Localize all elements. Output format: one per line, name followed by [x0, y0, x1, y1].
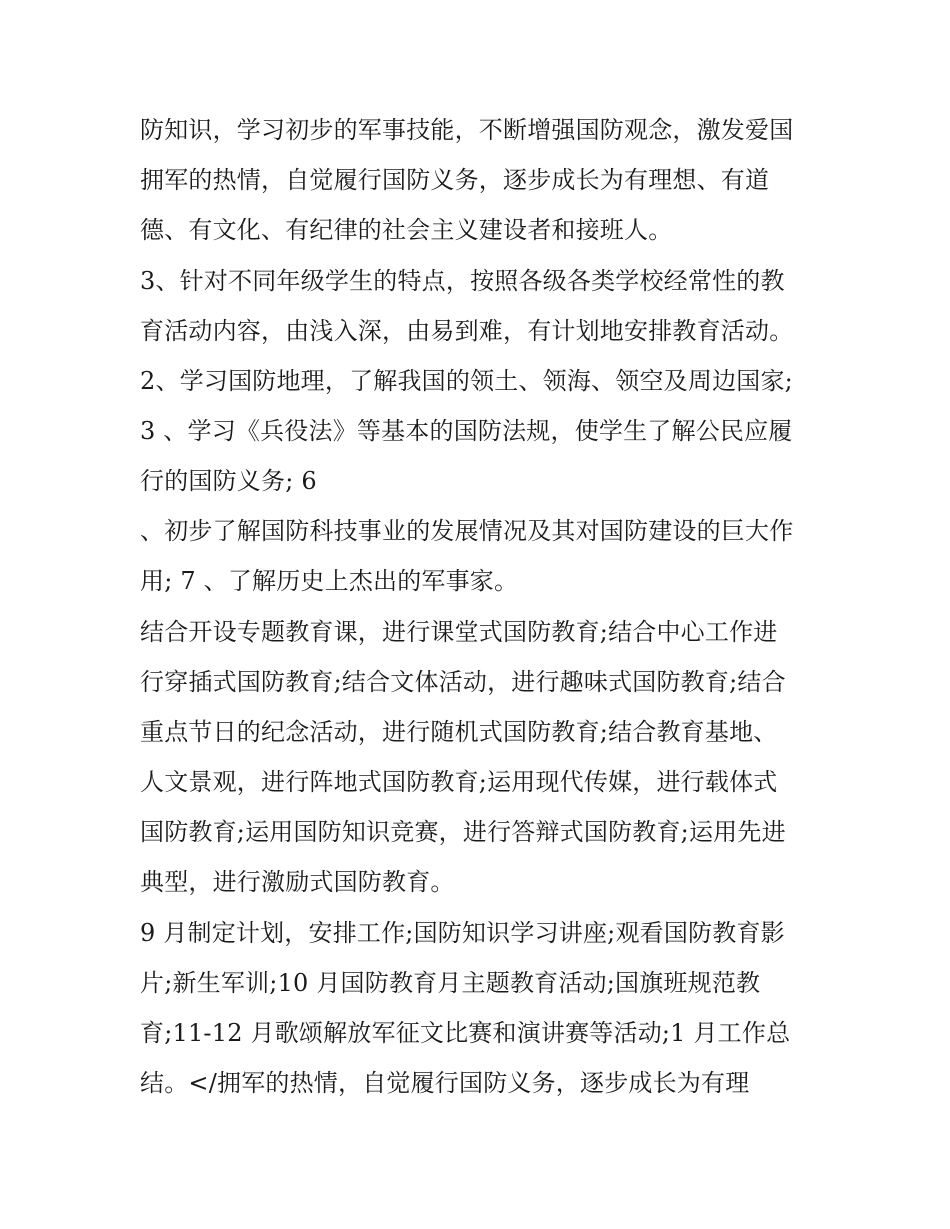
text-line: 3、针对不同年级学生的特点，按照各级各类学校经常性的教	[140, 267, 785, 295]
text-line: 拥军的热情，自觉履行国防义务，逐步成长为有理想、有道	[140, 166, 770, 194]
text-line: 结。</拥军的热情，自觉履行国防义务，逐步成长为有理	[140, 1069, 750, 1097]
text-line: 行穿插式国防教育;结合文体活动，进行趣味式国防教育;结合	[140, 668, 786, 696]
text-line: 育;11-12 月歌颂解放军征文比赛和演讲赛等活动;1 月工作总	[140, 1019, 791, 1047]
text-line: 结合开设专题教育课，进行课堂式国防教育;结合中心工作进	[140, 618, 778, 646]
text-line: 人文景观，进行阵地式国防教育;运用现代传媒，进行载体式	[140, 768, 778, 796]
text-line: 育活动内容，由浅入深，由易到难，有计划地安排教育活动。	[140, 317, 794, 345]
text-line: 9 月制定计划，安排工作;国防知识学习讲座;观看国防教育影	[140, 919, 785, 947]
text-line: 、初步了解国防科技事业的发展情况及其对国防建设的巨大作	[140, 517, 794, 545]
text-line: 行的国防义务; 6	[140, 467, 317, 495]
text-line: 典型，进行激励式国防教育。	[140, 868, 455, 896]
text-line: 防知识，学习初步的军事技能，不断增强国防观念，激发爱国	[140, 116, 794, 144]
text-line: 3 、学习《兵役法》等基本的国防法规，使学生了解公民应履	[140, 417, 793, 445]
text-line: 德、有文化、有纪律的社会主义建设者和接班人。	[140, 216, 673, 244]
text-line: 片;新生军训;10 月国防教育月主题教育活动;国旗班规范教	[140, 969, 761, 997]
text-line: 重点节日的纪念活动，进行随机式国防教育;结合教育基地、	[140, 718, 778, 746]
text-line: 用; 7 、了解历史上杰出的军事家。	[140, 567, 519, 595]
text-line: 国防教育;运用国防知识竞赛，进行答辩式国防教育;运用先进	[140, 818, 786, 846]
text-line: 2、学习国防地理，了解我国的领土、领海、领空及周边国家;	[140, 367, 793, 395]
